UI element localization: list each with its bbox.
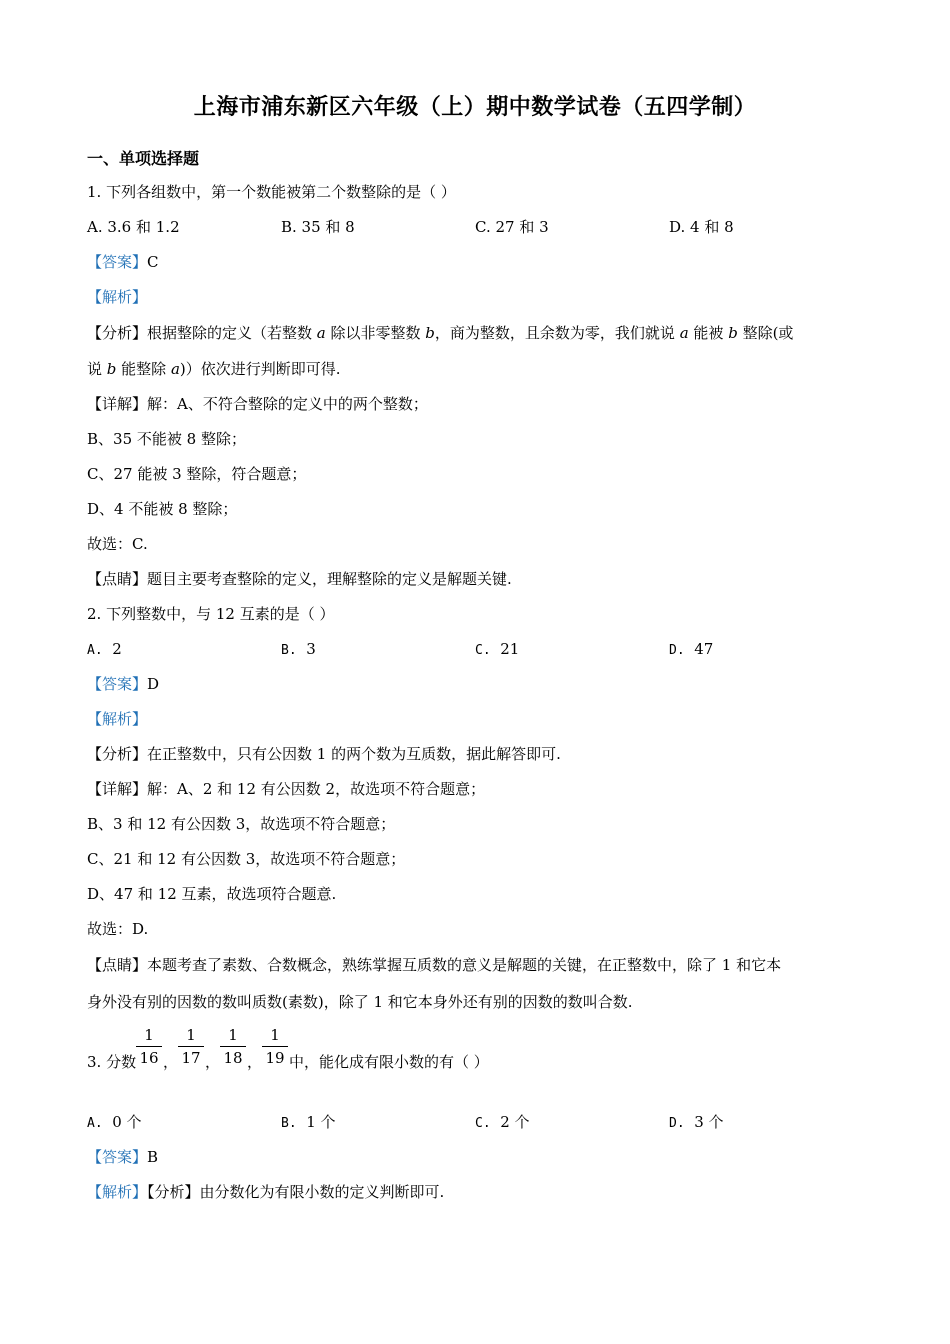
q1-fenxi-text: 能被 <box>688 324 729 342</box>
q1-options <box>87 217 877 237</box>
dianjing-tag: 【点睛】 <box>87 570 148 588</box>
q2-fenxi-text: 在正整数中，只有公因数 1 的两个数为互质数，据此解答即可. <box>147 745 561 763</box>
document-title: 上海市浦东新区六年级（上）期中数学试卷（五四学制） <box>193 94 757 120</box>
q1-fenxi-text: )）依次进行判断即可得. <box>179 360 341 378</box>
q2-analysis-tag: 【解析】 <box>87 710 148 728</box>
q2-detail-b: B、3 和 12 有公因数 3，故选项不符合题意； <box>87 815 396 833</box>
q2-dianjing-line1 <box>87 955 877 975</box>
q1-dianjing <box>87 569 877 589</box>
q2-fenxi <box>87 744 877 764</box>
fraction-numerator: 1 <box>178 1026 204 1047</box>
fenxi-tag: 【分析】 <box>87 324 148 342</box>
q2-option-c <box>475 639 519 661</box>
answer-tag: 【答案】 <box>87 675 148 693</box>
xiangjie-tag: 【详解】 <box>87 780 148 798</box>
fraction-denominator: 17 <box>181 1049 201 1067</box>
var-a: a <box>316 324 326 342</box>
q1-answer-value: C <box>147 253 159 271</box>
fenxi-tag: 【分析】 <box>87 745 148 763</box>
answer-tag: 【答案】 <box>87 253 148 271</box>
q1-detail-b: B、35 不能被 8 整除； <box>87 430 246 448</box>
option-value: 3 个 <box>694 1113 724 1131</box>
q2-stem: 2. 下列整数中，与 12 互素的是（ ） <box>87 605 335 623</box>
q3-stem-suffix: 中，能化成有限小数的有（ ） <box>289 1053 489 1071</box>
option-label: A. <box>87 643 103 658</box>
q3-fenxi-text: 由分数化为有限小数的定义判断即可. <box>199 1183 445 1201</box>
fraction-denominator: 19 <box>265 1049 285 1067</box>
q2-dianjing-text: 本题考查了素数、合数概念，熟练掌握互质数的意义是解题的关键，在正整数中，除了 1 和它本 <box>147 956 782 974</box>
fenxi-tag: 【分析】 <box>147 1183 200 1201</box>
q3-analysis <box>87 1182 877 1202</box>
var-a: a <box>679 324 689 342</box>
fraction-1-17 <box>178 1026 204 1067</box>
q3-option-b <box>281 1112 336 1134</box>
q1-fenxi-text: 根据整除的定义（若整数 <box>147 324 317 342</box>
analysis-tag: 【解析】 <box>87 1183 148 1201</box>
q1-fenxi-text: 除以非零整数 <box>325 324 426 342</box>
var-b: b <box>728 324 738 342</box>
q2-xiangjie-text: 解：A、2 和 12 有公因数 2，故选项不符合题意； <box>147 780 486 798</box>
q3-option-c <box>475 1112 530 1134</box>
q1-answer <box>87 252 877 272</box>
fraction-1-19 <box>262 1026 288 1067</box>
option-label: B. <box>281 643 297 658</box>
option-value: 47 <box>694 640 714 658</box>
q3-options <box>87 1112 877 1132</box>
answer-tag: 【答案】 <box>87 1148 148 1166</box>
xiangjie-tag: 【详解】 <box>87 395 148 413</box>
q1-fenxi-text: 能整除 <box>116 360 171 378</box>
q2-xiangjie <box>87 779 877 799</box>
q1-fenxi-line1 <box>87 323 877 343</box>
fraction-separator: ， <box>163 1053 179 1071</box>
option-label: A. <box>87 1116 103 1131</box>
q1-option-a: A. 3.6 和 1.2 <box>87 218 180 236</box>
fraction-separator: ， <box>247 1053 263 1071</box>
fraction-denominator: 18 <box>223 1049 243 1067</box>
fraction-separator: ， <box>205 1053 221 1071</box>
q2-answer <box>87 674 877 694</box>
option-value: 0 个 <box>112 1113 142 1131</box>
q3-option-d <box>669 1112 724 1134</box>
q1-xiangjie-text: 解：A、不符合整除的定义中的两个整数； <box>147 395 428 413</box>
var-a: a <box>170 360 180 378</box>
q3-answer <box>87 1147 877 1167</box>
q1-detail-d: D、4 不能被 8 整除； <box>87 500 238 518</box>
q1-xiangjie <box>87 394 877 414</box>
q1-analysis-tag: 【解析】 <box>87 288 148 306</box>
option-value: 2 个 <box>500 1113 530 1131</box>
option-label: C. <box>475 1116 491 1131</box>
q2-choice: 故选：D. <box>87 920 149 938</box>
q1-fenxi-line2 <box>87 359 877 379</box>
fraction-numerator: 1 <box>220 1026 246 1047</box>
var-b: b <box>106 360 117 378</box>
q2-detail-d: D、47 和 12 互素，故选项符合题意. <box>87 885 337 903</box>
fraction-1-16 <box>136 1026 162 1067</box>
q2-dianjing-line2: 身外没有别的因数的数叫质数(素数)，除了 1 和它本身外还有别的因数的数叫合数. <box>87 993 633 1011</box>
q1-option-c: C. 27 和 3 <box>475 218 549 236</box>
q1-option-d: D. 4 和 8 <box>669 218 734 236</box>
option-value: 2 <box>112 640 122 658</box>
q1-stem: 1. 下列各组数中，第一个数能被第二个数整除的是（ ） <box>87 183 456 201</box>
q2-option-a <box>87 639 122 661</box>
q2-option-d <box>669 639 713 661</box>
q2-detail-c: C、21 和 12 有公因数 3，故选项不符合题意； <box>87 850 406 868</box>
dianjing-tag: 【点睛】 <box>87 956 148 974</box>
q2-answer-value: D <box>147 675 160 693</box>
q1-fenxi-text: 整除(或 <box>737 324 794 342</box>
option-value: 21 <box>500 640 520 658</box>
q1-detail-c: C、27 能被 3 整除，符合题意； <box>87 465 307 483</box>
q3-answer-value: B <box>147 1148 159 1166</box>
q1-option-b: B. 35 和 8 <box>281 218 355 236</box>
option-value: 3 <box>306 640 316 658</box>
option-label: D. <box>669 643 685 658</box>
q1-fenxi-text: 说 <box>87 360 107 378</box>
option-value: 1 个 <box>306 1113 336 1131</box>
fraction-numerator: 1 <box>262 1026 288 1047</box>
var-b: b <box>425 324 435 342</box>
q1-dianjing-text: 题目主要考查整除的定义，理解整除的定义是解题关键. <box>147 570 512 588</box>
option-label: D. <box>669 1116 685 1131</box>
q1-choice: 故选：C. <box>87 535 148 553</box>
fraction-numerator: 1 <box>136 1026 162 1047</box>
q3-option-a <box>87 1112 142 1134</box>
fraction-denominator: 16 <box>139 1049 159 1067</box>
section-heading: 一、单项选择题 <box>87 149 200 168</box>
fraction-1-18 <box>220 1026 246 1067</box>
q2-option-b <box>281 639 316 661</box>
q1-fenxi-text: ，商为整数，且余数为零，我们就说 <box>434 324 680 342</box>
option-label: C. <box>475 643 491 658</box>
q2-options <box>87 639 877 659</box>
q3-stem-prefix: 3. 分数 <box>87 1053 137 1071</box>
option-label: B. <box>281 1116 297 1131</box>
